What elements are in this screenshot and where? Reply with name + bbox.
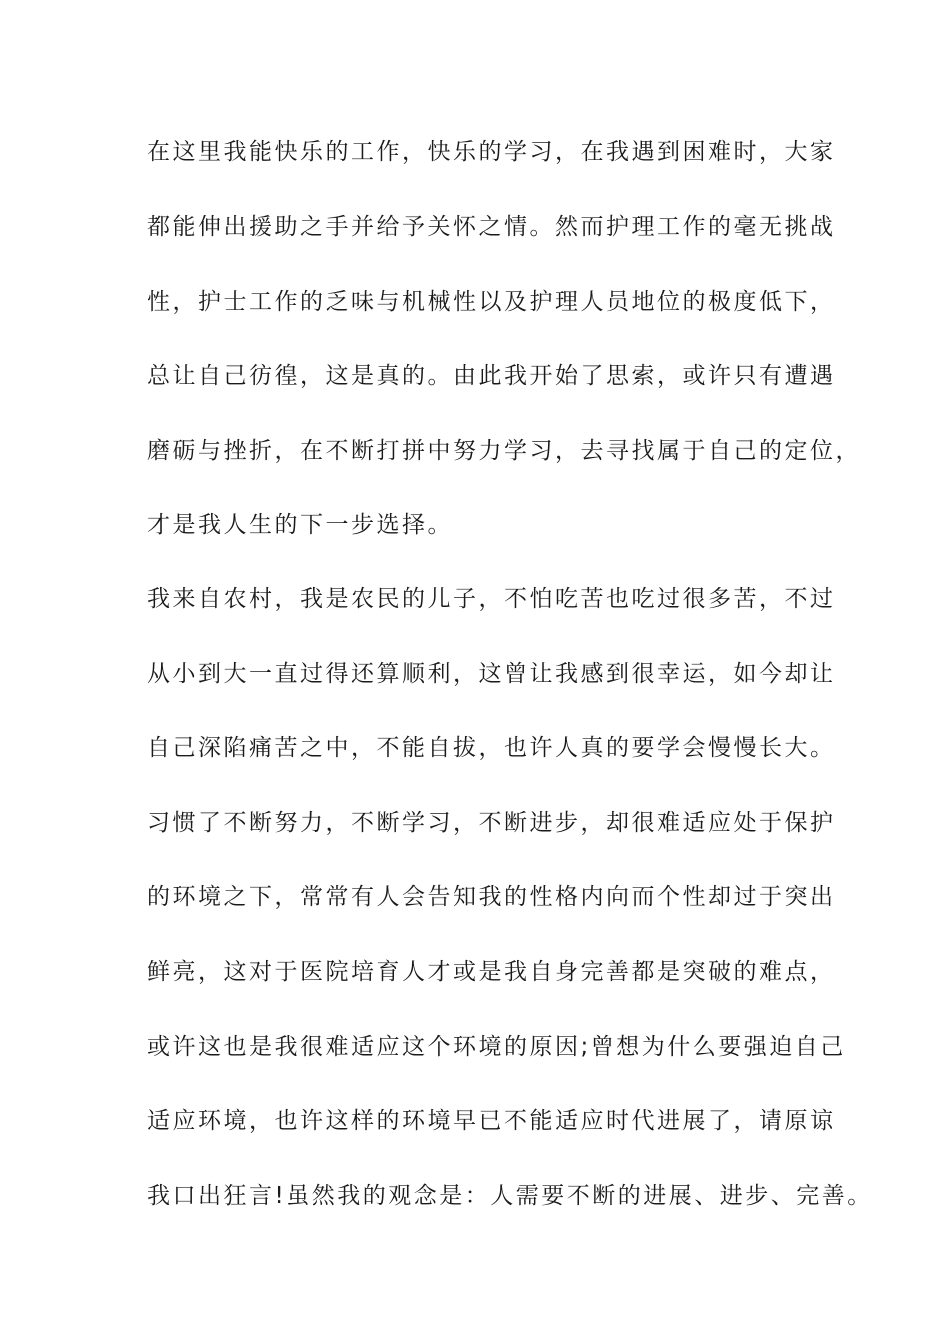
text-line: 性，护士工作的乏味与机械性以及护理人员地位的极度低下， bbox=[147, 289, 836, 315]
text-line: 总让自己彷徨，这是真的。由此我开始了思索，或许只有遭遇 bbox=[147, 363, 836, 389]
text-line: 自己深陷痛苦之中，不能自拔，也许人真的要学会慢慢长大。 bbox=[147, 735, 836, 761]
text-line: 的环境之下，常常有人会告知我的性格内向而个性却过于突出 bbox=[147, 884, 836, 910]
text-line: 我口出狂言!虽然我的观念是：人需要不断的进展、进步、完善。 bbox=[147, 1183, 873, 1209]
text-line: 鲜亮，这对于医院培育人才或是我自身完善都是突破的难点， bbox=[147, 959, 836, 985]
text-line: 都能伸出援助之手并给予关怀之情。然而护理工作的毫无挑战 bbox=[147, 214, 836, 240]
text-line: 才是我人生的下一步选择。 bbox=[147, 512, 453, 538]
text-line: 从小到大一直过得还算顺利，这曾让我感到很幸运，如今却让 bbox=[147, 661, 836, 687]
text-line: 或许这也是我很难适应这个环境的原因;曾想为什么要强迫自己 bbox=[147, 1034, 846, 1060]
text-line: 磨砺与挫折，在不断打拼中努力学习，去寻找属于自己的定位， bbox=[147, 438, 861, 464]
text-line: 适应环境，也许这样的环境早已不能适应时代进展了，请原谅 bbox=[147, 1108, 836, 1134]
text-line: 习惯了不断努力，不断学习，不断进步，却很难适应处于保护 bbox=[147, 810, 836, 836]
text-line: 我来自农村，我是农民的儿子，不怕吃苦也吃过很多苦，不过 bbox=[147, 586, 836, 612]
text-line: 在这里我能快乐的工作，快乐的学习，在我遇到困难时，大家 bbox=[147, 139, 836, 165]
